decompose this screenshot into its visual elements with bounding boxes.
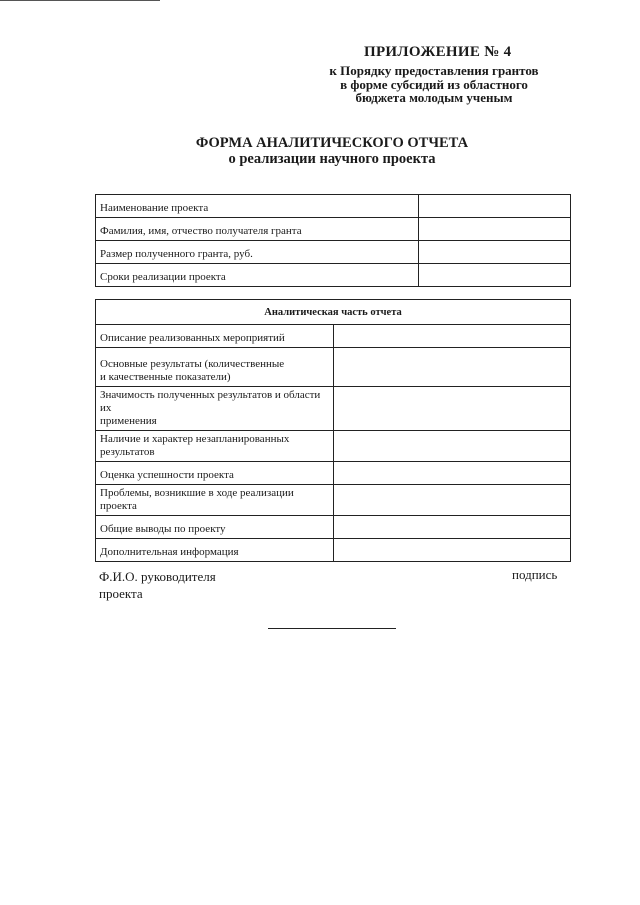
- table-row: [96, 516, 571, 539]
- row-label: Оценка успешности проекта: [96, 462, 334, 485]
- table-header-row: [96, 300, 571, 325]
- table-row: [96, 485, 571, 516]
- row-label: Сроки реализации проекта: [96, 264, 419, 287]
- row-label: Описание реализованных мероприятий: [96, 325, 334, 348]
- value-cell[interactable]: [333, 539, 571, 562]
- row-label: Общие выводы по проекту: [96, 516, 334, 539]
- appendix-subtitle: [306, 64, 562, 105]
- analysis-header: Аналитическая часть отчета: [96, 300, 571, 325]
- value-cell[interactable]: [333, 387, 571, 431]
- row-label: Размер полученного гранта, руб.: [96, 241, 419, 264]
- appendix-line-1: к Порядку предоставления грантов: [329, 63, 539, 78]
- value-cell[interactable]: [333, 348, 571, 387]
- table-row: [96, 241, 571, 264]
- analysis-table: [95, 299, 571, 562]
- signature-line: [268, 628, 396, 629]
- value-cell[interactable]: [333, 485, 571, 516]
- row-label-line-1: Основные результаты (количественные: [100, 358, 285, 370]
- appendix-title: ПРИЛОЖЕНИЕ № 4: [364, 44, 512, 60]
- row-label: Наименование проекта: [96, 195, 419, 218]
- value-cell[interactable]: [419, 195, 571, 218]
- table-row: [96, 462, 571, 485]
- table-row: [96, 387, 571, 431]
- table-row: [96, 195, 571, 218]
- manager-name-label: [99, 568, 216, 602]
- value-cell[interactable]: [333, 462, 571, 485]
- row-label: [96, 348, 334, 387]
- appendix-line-3: бюджета молодым ученым: [355, 90, 513, 105]
- value-cell[interactable]: [419, 264, 571, 287]
- table-row: [96, 264, 571, 287]
- row-label: Фамилия, имя, отчество получателя гранта: [96, 218, 419, 241]
- form-title: ФОРМА АНАЛИТИЧЕСКОГО ОТЧЕТА: [195, 135, 469, 151]
- manager-label-line-1: Ф.И.О. руководителя: [99, 569, 216, 584]
- row-label-line-2: применения: [100, 415, 157, 427]
- manager-label-line-2: проекта: [99, 586, 143, 601]
- project-info-table: [95, 194, 571, 287]
- row-label-line-2: и качественные показатели): [100, 371, 231, 383]
- value-cell[interactable]: [419, 218, 571, 241]
- table-row: [96, 431, 571, 462]
- row-label: [96, 387, 334, 431]
- value-cell[interactable]: [333, 325, 571, 348]
- form-heading: [150, 135, 514, 167]
- table-row: [96, 348, 571, 387]
- value-cell[interactable]: [419, 241, 571, 264]
- value-cell[interactable]: [333, 431, 571, 462]
- table-row: [96, 325, 571, 348]
- row-label-line-1: Значимость полученных результатов и области их: [100, 389, 321, 414]
- form-subtitle: о реализации научного проекта: [228, 151, 436, 167]
- row-label: Проблемы, возникшие в ходе реализации проекта: [96, 485, 334, 516]
- value-cell[interactable]: [333, 516, 571, 539]
- table-row: [96, 539, 571, 562]
- scan-edge-line: [0, 0, 160, 1]
- table-row: [96, 218, 571, 241]
- row-label: Дополнительная информация: [96, 539, 334, 562]
- signature-label: подпись: [512, 567, 558, 582]
- row-label: Наличие и характер незапланированных результатов: [96, 431, 334, 462]
- appendix-line-2: в форме субсидий из областного: [340, 76, 528, 92]
